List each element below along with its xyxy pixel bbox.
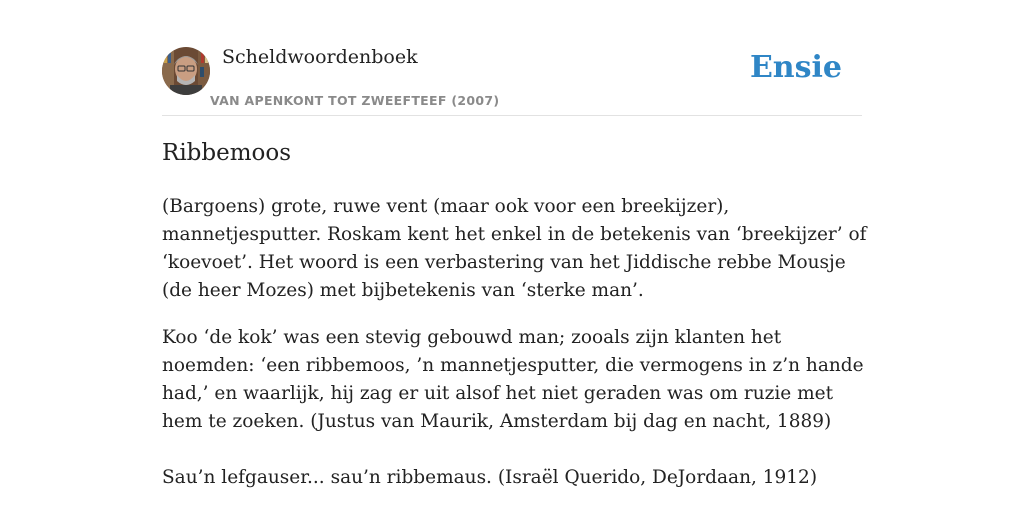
ensie-logo[interactable]: Ensie [749,50,842,85]
quote-paragraph: Sau’n lefgauser... sau’n ribbemaus. (Israël Querido, DeJordaan, 1912) [162,467,818,488]
quote-paragraph: Koo ‘de kok’ was een stevig gebouwd man; zooals zijn klanten het noemden: ‘een ribbemoos, ’n mannetjesputter, die vermogens in z’n hande had,’ en waarlijk, hij zag er uit alsof het niet geraden was om ruzie met hem te zoeken. (Justus van Maurik, Amsterdam bij dag en nacht, 1889) [162,327,864,432]
author-name[interactable]: Scheldwoordenboek [222,46,418,68]
entry-title: Ribbemoos [162,140,292,166]
author-portrait-icon [162,47,210,95]
entry-body [162,193,872,492]
divider [162,115,862,116]
book-subtitle[interactable]: VAN APENKONT TOT ZWEEFTEEF (2007) [210,93,500,108]
author-avatar[interactable] [162,47,210,95]
definition-paragraph: (Bargoens) grote, ruwe vent (maar ook voor een breekijzer), mannetjesputter. Roskam kent het enkel in de betekenis van ‘breekijzer’ of ‘koevoet’. Het woord is een verbastering van het Jiddische rebbe Mousje (de heer Mozes) met bijbetekenis van ‘sterke man’. [162,196,867,301]
